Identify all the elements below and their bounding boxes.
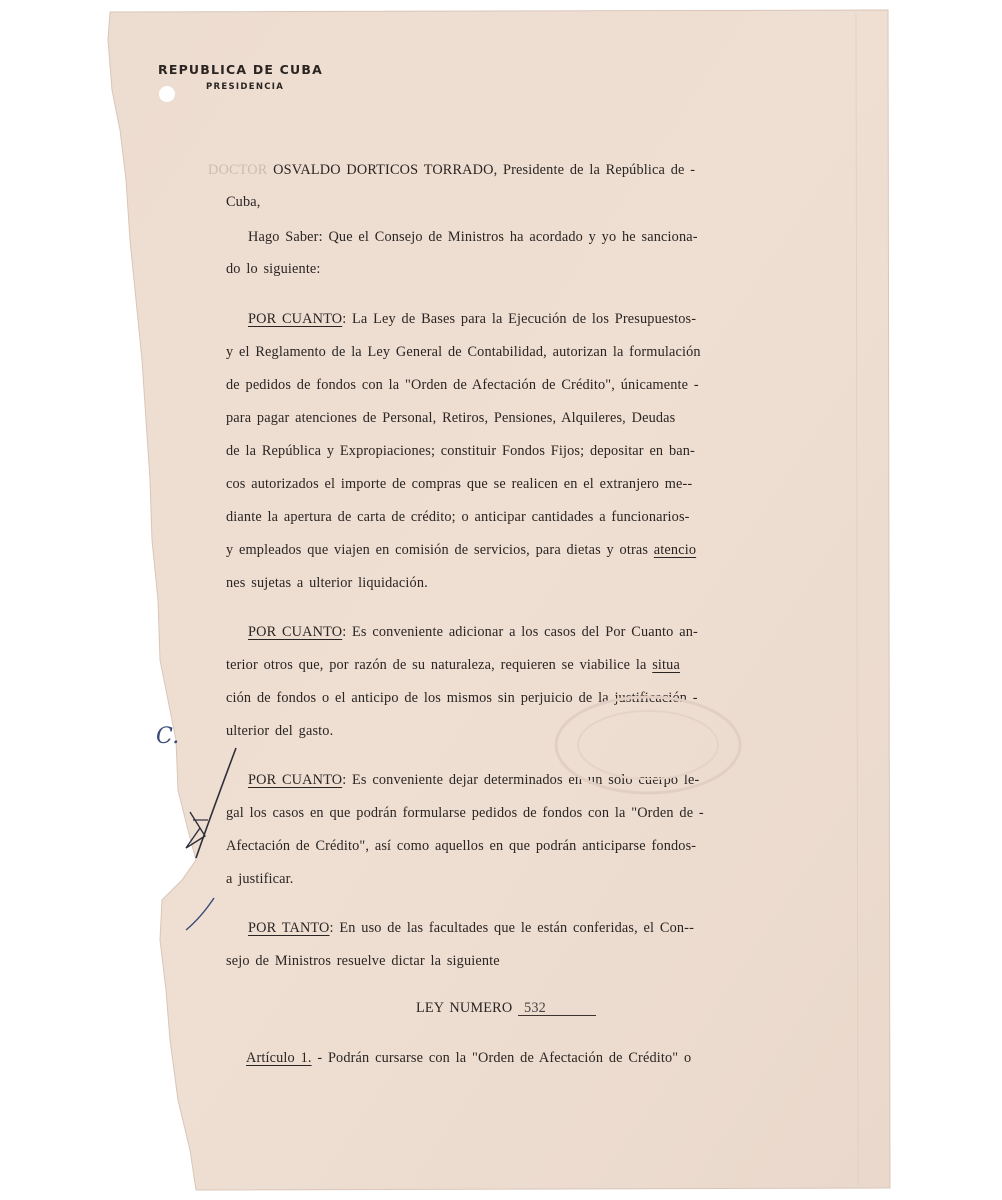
- por-cuanto-2-label: POR CUANTO: [248, 624, 343, 640]
- por-tanto-text-1: : En uso de las facultades que le están conferidas, el Con--: [329, 920, 694, 936]
- ley-label: LEY NUMERO: [416, 1000, 513, 1016]
- por-cuanto-1-line-2: y el Reglamento de la Ley General de Contabilidad, autorizan la formulación: [226, 344, 701, 360]
- por-cuanto-3-line-3: Afectación de Crédito", así como aquellos en que podrán anticiparse fondos-: [226, 838, 697, 854]
- por-tanto-label: POR TANTO: [248, 920, 330, 936]
- margin-note: C.: [156, 724, 180, 749]
- por-cuanto-2-text-2: terior otros que, por razón de su naturaleza, requieren se viabilice la: [226, 657, 653, 673]
- por-cuanto-1-text-8: y empleados que viajen en comisión de servicios, para dietas y otras: [226, 542, 654, 558]
- por-cuanto-2-line-4: ulterior del gasto.: [226, 723, 334, 739]
- articulo-1-line: [246, 1050, 691, 1067]
- por-cuanto-1-label: POR CUANTO: [248, 311, 343, 327]
- articulo-1-label: Artículo 1.: [246, 1050, 312, 1066]
- por-cuanto-1-line-1: [248, 311, 696, 328]
- letterhead-title: REPUBLICA DE CUBA: [158, 62, 324, 77]
- punch-hole-bottom: [149, 1065, 165, 1081]
- por-cuanto-2-text-2-underlined: situa: [652, 657, 680, 673]
- ley-heading: [416, 1000, 596, 1017]
- por-cuanto-1-line-3: de pedidos de fondos con la "Orden de Afectación de Crédito", únicamente -: [226, 377, 699, 393]
- ley-number: 532: [518, 1001, 596, 1016]
- opening-text-1: OSVALDO DORTICOS TORRADO, Presidente de la República de -: [273, 162, 696, 178]
- opening-line-1: [208, 162, 695, 179]
- handwritten-check-marks: [0, 0, 260, 940]
- por-cuanto-1-line-9: nes sujetas a ulterior liquidación.: [226, 575, 428, 591]
- por-cuanto-3-text-1: : Es conveniente dejar determinados en un solo cuerpo le-: [342, 772, 700, 788]
- opening-line-4: do lo siguiente:: [226, 261, 321, 277]
- por-cuanto-1-line-5: de la República y Expropiaciones; constituir Fondos Fijos; depositar en ban-: [226, 443, 695, 459]
- por-tanto-line-2: sejo de Ministros resuelve dictar la siguiente: [226, 953, 500, 969]
- por-cuanto-3-label: POR CUANTO: [248, 772, 343, 788]
- opening-line-2: Cuba,: [226, 194, 261, 210]
- por-cuanto-2-line-1: [248, 624, 698, 641]
- opening-line-3: Hago Saber: Que el Consejo de Ministros ha acordado y yo he sanciona-: [248, 229, 698, 245]
- por-cuanto-1-text-1: : La Ley de Bases para la Ejecución de los Presupuestos-: [342, 311, 697, 327]
- por-cuanto-2-text-1: : Es conveniente adicionar a los casos del Por Cuanto an-: [342, 624, 698, 640]
- por-cuanto-2-line-2: [226, 657, 680, 674]
- embossed-seal: [548, 690, 748, 800]
- letterhead-subtitle: PRESIDENCIA: [206, 82, 285, 92]
- faded-prefix: DOCTOR: [208, 162, 268, 178]
- por-cuanto-1-text-8-underlined: atencio: [653, 542, 697, 558]
- por-cuanto-3-line-4: a justificar.: [226, 871, 294, 887]
- por-cuanto-1-line-8: [226, 542, 696, 559]
- por-tanto-line-1: [248, 920, 694, 937]
- por-cuanto-1-line-6: cos autorizados el importe de compras que se realicen en el extranjero me--: [226, 476, 693, 492]
- por-cuanto-3-line-2: gal los casos en que podrán formularse pedidos de fondos con la "Orden de -: [226, 805, 704, 821]
- articulo-1-text: - Podrán cursarse con la "Orden de Afectación de Crédito" o: [311, 1050, 692, 1066]
- por-cuanto-1-line-4: para pagar atenciones de Personal, Retiros, Pensiones, Alquileres, Deudas: [226, 410, 676, 426]
- por-cuanto-2-line-3: ción de fondos o el anticipo de los mismos sin perjuicio de la justificación -: [226, 690, 698, 706]
- por-cuanto-1-line-7: diante la apertura de carta de crédito; o anticipar cantidades a funcionarios-: [226, 509, 690, 525]
